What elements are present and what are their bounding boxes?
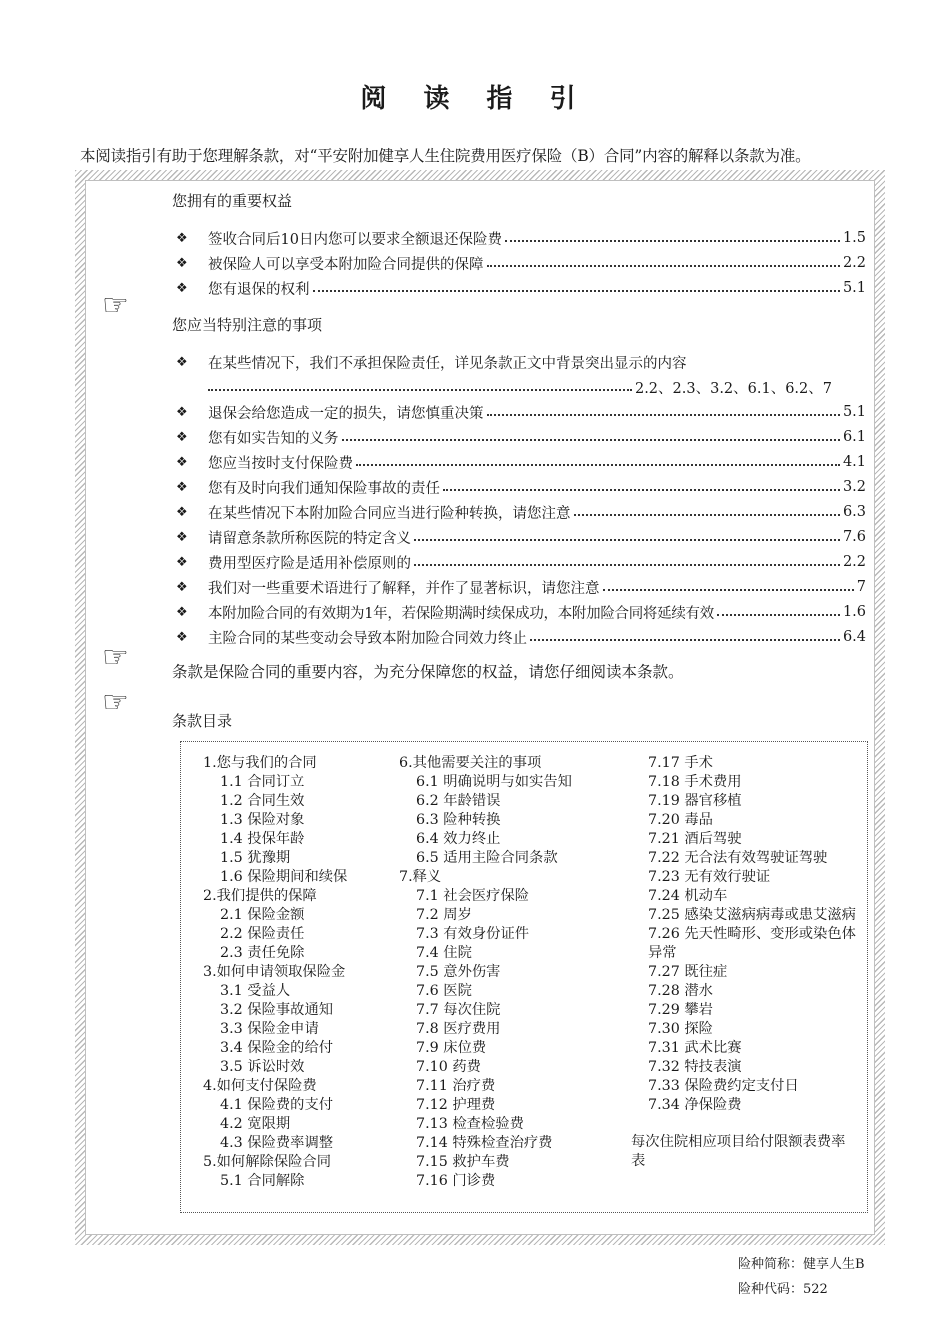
toc-item: 6.其他需要关注的事项 [399, 755, 542, 771]
toc-item: 7.12 护理费 [416, 1097, 496, 1113]
attention-item: ❖ 您有及时向我们通知保险事故的责任 3.2 [176, 479, 866, 497]
rights-item: ❖ 被保险人可以享受本附加险合同提供的保障 2.2 [176, 255, 866, 273]
toc-item: 7.23 无有效行驶证 [648, 869, 771, 885]
toc-item: 3.1 受益人 [220, 983, 291, 999]
toc-item: 7.13 检查检验费 [416, 1116, 524, 1132]
product-short-name: 险种简称：健享人生B [738, 1257, 865, 1272]
toc-item: 6.2 年龄错误 [416, 793, 501, 809]
toc-item: 7.33 保险费约定支付日 [648, 1078, 799, 1094]
toc-item: 1.6 保险期间和续保 [220, 869, 348, 885]
toc-column-3 [631, 754, 859, 1171]
toc-item: 7.22 无合法有效驾驶证驾驶 [648, 850, 828, 866]
product-code: 险种代码：522 [738, 1282, 828, 1297]
toc-item: 7.25 感染艾滋病病毒或患艾滋病 [648, 907, 856, 923]
toc-item: 7.释义 [399, 869, 442, 885]
toc-item: 1.1 合同订立 [220, 774, 305, 790]
toc-item: 7.21 酒后驾驶 [648, 831, 742, 847]
attention-item: ❖ 在某些情况下本附加险合同应当进行险种转换，请您注意 6.3 [176, 504, 866, 522]
toc-item: 7.10 药费 [416, 1059, 481, 1075]
diamond-bullet-icon: ❖ [176, 504, 188, 520]
toc-item: 7.28 潜水 [648, 983, 713, 999]
toc-item: 5.如何解除保险合同 [203, 1154, 332, 1170]
diamond-bullet-icon: ❖ [176, 529, 188, 545]
diamond-bullet-icon: ❖ [176, 604, 188, 620]
toc-item: 6.4 效力终止 [416, 831, 501, 847]
toc-item: 3.5 诉讼时效 [220, 1059, 305, 1075]
toc-item: 4.1 保险费的支付 [220, 1097, 334, 1113]
toc-item: 1.4 投保年龄 [220, 831, 305, 847]
toc-item: 7.16 门诊费 [416, 1173, 496, 1189]
toc-item: 7.7 每次住院 [416, 1002, 501, 1018]
toc-item: 1.您与我们的合同 [203, 755, 317, 771]
toc-item: 7.34 净保险费 [648, 1097, 742, 1113]
pointing-hand-icon: ☞ [102, 640, 129, 675]
rights-item: ❖ 签收合同后10日内您可以要求全额退还保险费 1.5 [176, 230, 866, 248]
diamond-bullet-icon: ❖ [176, 230, 188, 246]
toc-item: 4.2 宽限期 [220, 1116, 291, 1132]
toc-box [180, 741, 868, 1213]
toc-item: 7.26 先天性畸形、变形或染色体异常 [648, 926, 856, 961]
toc-item: 7.30 探险 [648, 1021, 713, 1037]
diamond-bullet-icon: ❖ [176, 554, 188, 570]
pointing-hand-icon: ☞ [102, 685, 129, 720]
attention-item: ❖ 请留意条款所称医院的特定含义 7.6 [176, 529, 866, 547]
toc-item: 3.4 保险金的给付 [220, 1040, 334, 1056]
toc-item: 3.如何申请领取保险金 [203, 964, 346, 980]
guide-panel [85, 180, 875, 1235]
reminder-text: 条款是保险合同的重要内容，为充分保障您的权益，请您仔细阅读本条款。 [172, 663, 684, 681]
attention-item: ❖ 您应当按时支付保险费 4.1 [176, 454, 866, 472]
toc-item: 3.3 保险金申请 [220, 1021, 319, 1037]
toc-item: 2.2 保险责任 [220, 926, 305, 942]
toc-item: 7.18 手术费用 [648, 774, 742, 790]
toc-item: 7.4 住院 [416, 945, 472, 961]
attention-item: ❖ 本附加险合同的有效期为1年，若保险期满时续保成功，本附加险合同将延续有效 1.6 [176, 604, 866, 622]
toc-item: 7.17 手术 [648, 755, 713, 771]
toc-item: 7.14 特殊检查治疗费 [416, 1135, 553, 1151]
attention-item: ❖ 您有如实告知的义务 6.1 [176, 429, 866, 447]
guide-frame [75, 170, 885, 1245]
attention-heading: 您应当特别注意的事项 [172, 316, 323, 334]
attention-item: ❖ 费用型医疗险是适用补偿原则的 2.2 [176, 554, 866, 572]
toc-item: 6.3 险种转换 [416, 812, 501, 828]
toc-item: 7.15 救护车费 [416, 1154, 510, 1170]
toc-item: 7.9 床位费 [416, 1040, 487, 1056]
diamond-bullet-icon: ❖ [176, 429, 188, 445]
toc-item: 7.8 医疗费用 [416, 1021, 501, 1037]
toc-note: 每次住院相应项目给付限额表费率表 [631, 1134, 846, 1169]
toc-item: 7.29 攀岩 [648, 1002, 713, 1018]
toc-item: 6.5 适用主险合同条款 [416, 850, 558, 866]
rights-heading: 您拥有的重要权益 [172, 192, 293, 210]
pointing-hand-icon: ☞ [102, 288, 129, 323]
toc-item: 1.3 保险对象 [220, 812, 305, 828]
diamond-bullet-icon: ❖ [176, 354, 188, 370]
attention-item: ❖ 退保会给您造成一定的损失，请您慎重决策 5.1 [176, 404, 866, 422]
toc-item: 5.1 合同解除 [220, 1173, 305, 1189]
toc-item: 7.31 武术比赛 [648, 1040, 742, 1056]
diamond-bullet-icon: ❖ [176, 280, 188, 296]
toc-item: 6.1 明确说明与如实告知 [416, 774, 572, 790]
toc-item: 4.3 保险费率调整 [220, 1135, 334, 1151]
attention-item: ❖ 主险合同的某些变动会导致本附加险合同效力终止 6.4 [176, 629, 866, 647]
toc-item: 1.5 犹豫期 [220, 850, 291, 866]
toc-item: 2.3 责任免除 [220, 945, 305, 961]
toc-item: 7.5 意外伤害 [416, 964, 501, 980]
toc-item: 7.1 社会医疗保险 [416, 888, 530, 904]
attention-item: ❖ 我们对一些重要术语进行了解释，并作了显著标识，请您注意 7 [176, 579, 866, 597]
attention-item: ❖ 在某些情况下，我们不承担保险责任，详见条款正文中背景突出显示的内容 [176, 354, 687, 372]
toc-column-1 [203, 754, 393, 1191]
toc-item: 7.19 器官移植 [648, 793, 742, 809]
diamond-bullet-icon: ❖ [176, 454, 188, 470]
toc-item: 3.2 保险事故通知 [220, 1002, 334, 1018]
diamond-bullet-icon: ❖ [176, 579, 188, 595]
diamond-bullet-icon: ❖ [176, 404, 188, 420]
toc-heading: 条款目录 [172, 712, 233, 730]
toc-item: 4.如何支付保险费 [203, 1078, 317, 1094]
toc-item: 7.24 机动车 [648, 888, 728, 904]
page-title: 阅 读 指 引 [360, 84, 590, 114]
toc-item: 2.我们提供的保障 [203, 888, 317, 904]
diamond-bullet-icon: ❖ [176, 255, 188, 271]
toc-item: 7.27 既往症 [648, 964, 728, 980]
toc-item: 1.2 合同生效 [220, 793, 305, 809]
toc-item: 7.3 有效身份证件 [416, 926, 530, 942]
rights-item: ❖ 您有退保的权利 5.1 [176, 280, 866, 298]
toc-item: 7.11 治疗费 [416, 1078, 496, 1094]
diamond-bullet-icon: ❖ [176, 479, 188, 495]
intro-text: 本阅读指引有助于您理解条款，对“平安附加健享人生住院费用医疗保险（B）合同”内容的解释以条款为准。 [80, 147, 811, 165]
diamond-bullet-icon: ❖ [176, 629, 188, 645]
toc-item: 7.2 周岁 [416, 907, 472, 923]
toc-item: 7.32 特技表演 [648, 1059, 742, 1075]
attention-item-ref: 2.2、2.3、3.2、6.1、6.2、7 [208, 376, 832, 398]
toc-item: 7.6 医院 [416, 983, 472, 999]
toc-item: 7.20 毒品 [648, 812, 713, 828]
toc-column-2 [399, 754, 624, 1191]
toc-item: 2.1 保险金额 [220, 907, 305, 923]
